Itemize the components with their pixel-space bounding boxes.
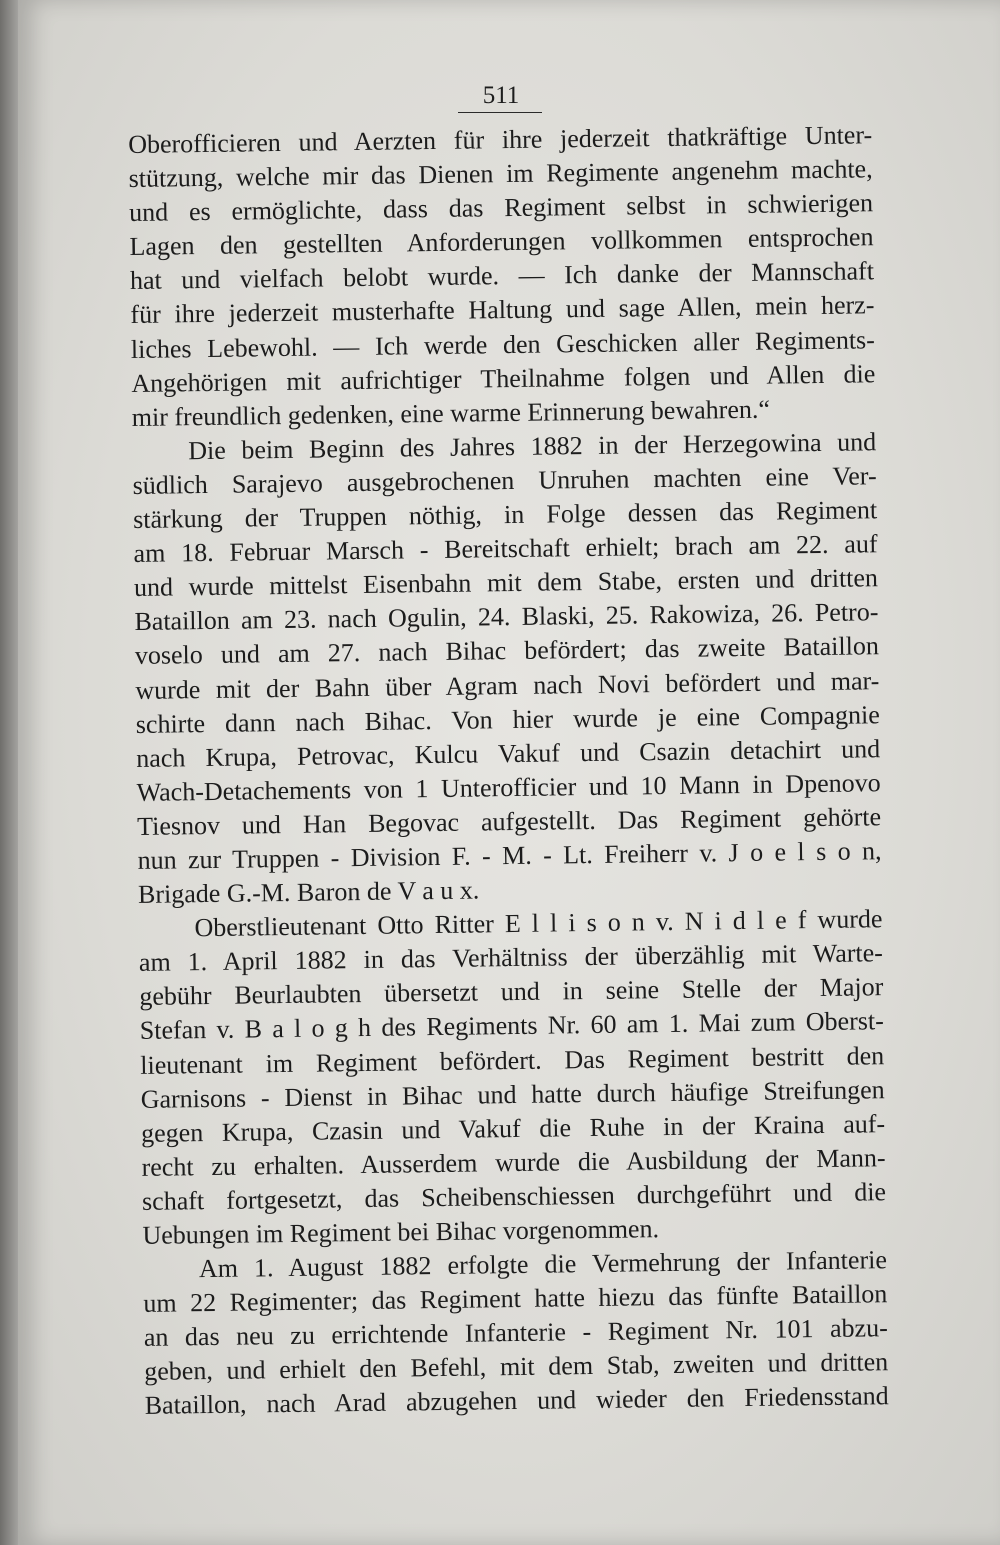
paragraph-first-line: Am 1. August 1882 erfolgte die Vermehrung der Infanterie bbox=[198, 1245, 888, 1284]
paragraph-first-line: Die beim Beginn des Jahres 1882 in der Herzegowina und bbox=[188, 427, 877, 466]
text-line: Garnisons - Dienst in Bihac und hatte durch häufige Streifungen bbox=[140, 1074, 885, 1114]
text-line: südlich Sarajevo ausgebrochenen Unruhen machten eine Ver- bbox=[132, 461, 877, 500]
book-spine-shadow bbox=[0, 0, 18, 1545]
page-number: 511 bbox=[482, 82, 520, 109]
text-line: lieutenant im Regiment befördert. Das Regiment bestritt den bbox=[140, 1040, 885, 1080]
page-number-rule bbox=[458, 112, 542, 113]
text-line: Stefan v. B a l o g h des Regiments Nr. 60 am 1. Mai zum Oberst- bbox=[139, 1006, 884, 1046]
text-line: nach Krupa, Petrovac, Kulcu Vakuf und Csazin detachirt und bbox=[136, 733, 881, 773]
text-line: und wurde mittelst Eisenbahn mit dem Stabe, ersten und dritten bbox=[133, 563, 879, 603]
text-line: Angehörigen mit aufrichtiger Theilnahme folgen und Allen die bbox=[131, 358, 876, 398]
text-line: am 18. Februar Marsch - Bereitschaft erhielt; brach am 22. auf bbox=[133, 529, 878, 569]
text-line: geben, und erhielt den Befehl, mit dem Stab, zweiten und dritten bbox=[144, 1347, 889, 1387]
text-line: stützung, welche mir das Dienen im Regimente angenehm machte, bbox=[128, 154, 873, 194]
text-line: recht zu erhalten. Ausserdem wurde die Ausbildung der Mann- bbox=[141, 1142, 886, 1182]
text-line: für ihre jederzeit musterhafte Haltung und sage Allen, mein herz- bbox=[130, 290, 875, 330]
text-line: gebühr Beurlaubten übersetzt und in seine Stelle der Major bbox=[139, 972, 884, 1012]
body-text bbox=[128, 118, 889, 1423]
text-line: Lagen den gestellten Anforderungen vollkommen entsprochen bbox=[129, 222, 874, 262]
text-line: mir freundlich gedenken, eine warme Erinnerung bewahren.“ bbox=[131, 394, 771, 432]
text-line: Bataillon, nach Arad abzugehen und wieder den Friedensstand bbox=[144, 1381, 889, 1421]
text-line: Oberofficieren und Aerzten für ihre jederzeit thatkräftige Unter- bbox=[128, 120, 873, 159]
text-line: um 22 Regimenter; das Regiment hatte hiezu das fünfte Bataillon bbox=[143, 1279, 888, 1319]
text-line: voselo und am 27. nach Bihac befördert; das zweite Bataillon bbox=[134, 631, 880, 671]
text-line: Tiesnov und Han Begovac aufgestellt. Das Regiment gehörte bbox=[136, 802, 882, 841]
text-line: wurde mit der Bahn über Agram nach Novi befördert und mar- bbox=[135, 665, 880, 705]
paragraph-first-line: Oberstlieutenant Otto Ritter E l l i s o n v. N i d l e f wurde bbox=[194, 904, 883, 943]
text-line: am 1. April 1882 in das Verhältniss der überzählig mit Warte- bbox=[138, 938, 884, 978]
text-line: stärkung der Truppen nöthig, in Folge dessen das Regiment bbox=[132, 495, 878, 534]
text-line: liches Lebewohl. — Ich werde den Geschicken aller Regiments- bbox=[130, 324, 876, 364]
text-line: hat und vielfach belobt wurde. — Ich danke der Mannschaft bbox=[129, 256, 875, 296]
text-line: an das neu zu errichtende Infanterie - Regiment Nr. 101 abzu- bbox=[143, 1313, 888, 1353]
text-line: gegen Krupa, Czasin und Vakuf die Ruhe in der Kraina auf- bbox=[140, 1108, 886, 1148]
text-line: Brigade G.-M. Baron de V a u x. bbox=[137, 875, 480, 909]
text-line: nun zur Truppen - Division F. - M. - Lt. Freiherr v. J o e l s o n, bbox=[137, 836, 882, 875]
text-line: Wach-Detachements von 1 Unterofficier und 10 Mann in Dpenovo bbox=[136, 767, 881, 807]
text-line: Uebungen im Regiment bei Bihac vorgenommen. bbox=[142, 1214, 660, 1250]
text-line: schirte dann nach Bihac. Von hier wurde je eine Compagnie bbox=[135, 699, 880, 739]
text-line: und es ermöglichte, dass das Regiment selbst in schwierigen bbox=[128, 188, 874, 228]
text-line: schaft fortgesetzt, das Scheibenschiessen durchgeführt und die bbox=[141, 1177, 887, 1216]
text-line: Bataillon am 23. nach Ogulin, 24. Blaski, 25. Rakowiza, 26. Petro- bbox=[134, 597, 879, 637]
